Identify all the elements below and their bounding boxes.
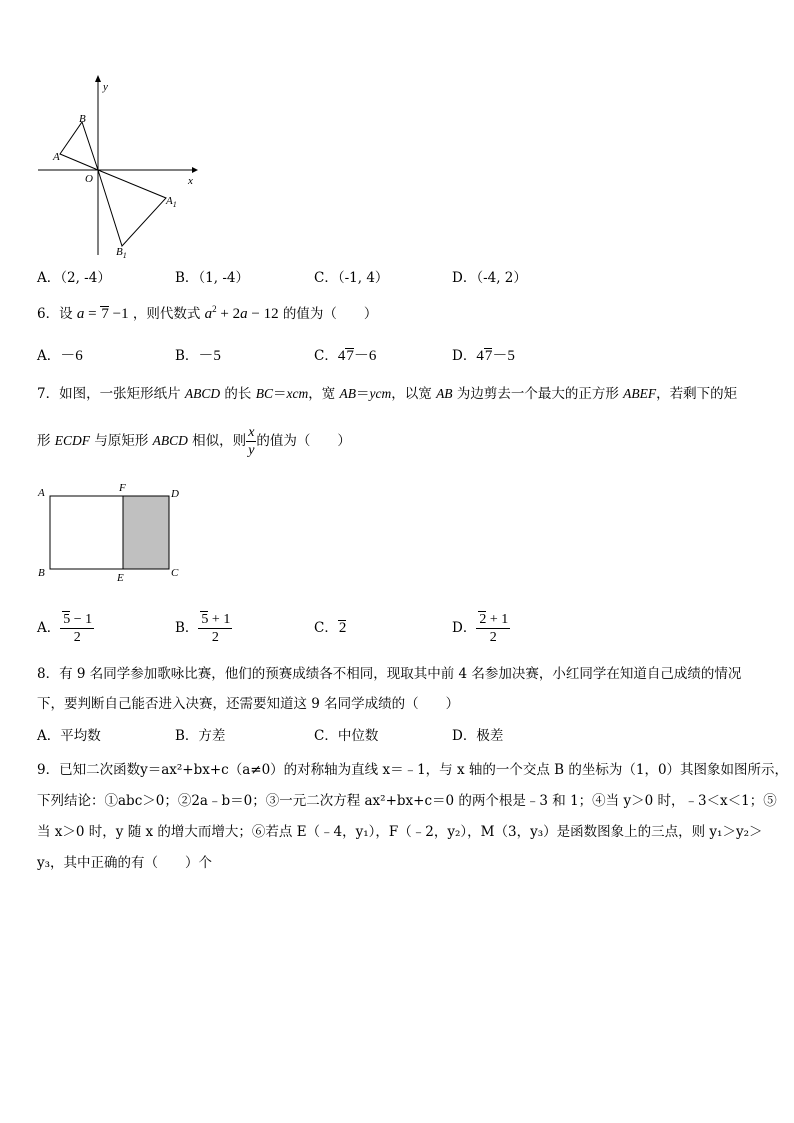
q8-stem-line1: 8．有 9 名同学参加歌咏比赛，他们的预赛成绩各不相同，现取其中前 4 名参加决赛，小红同学在知道自己成绩的情况	[37, 666, 742, 682]
shaded-rect-ECDF	[123, 496, 169, 569]
q5-option-a: A．（2, -4）	[37, 270, 111, 286]
q9-stem-line2: 下列结论：①abc＞0；②2a﹣b＝0；③一元二次方程 ax²+bx+c＝0 的两个根是﹣3 和 1；④当 y＞0 时，﹣3＜x＜1；⑤	[37, 793, 777, 809]
q8-stem-line2: 下，要判断自己能否进入决赛，还需要知道这 9 名同学成绩的（ ）	[37, 696, 460, 712]
triangle-OA1B1	[98, 170, 166, 246]
q7-option-a: A． $\frac{5 - 1}{2}$	[37, 612, 93, 645]
q7-stem-line1: 7．如图，一张矩形纸片 ABCD 的长 BC＝xcm，宽 AB＝ycm，以宽 AB 为边剪去一个最大的正方形 ABEF，若剩下的矩	[37, 386, 738, 402]
label-y: y	[103, 81, 108, 93]
triangle-OAB	[60, 122, 98, 170]
label-B1: $B_1$	[116, 246, 127, 260]
q6-option-b: B．－5	[175, 348, 221, 364]
q8-option-c: C．中位数	[314, 728, 379, 744]
label-x: x	[188, 175, 193, 187]
q7-stem-line2: 形 ECDF 与原矩形 ABCD 相似，则 $\frac{x}{y}$ 的值为（ ）	[37, 425, 351, 458]
q6-expr-poly: $a^2 + 2a - 12$	[204, 304, 279, 322]
label-C: C	[171, 567, 179, 579]
q8-option-b: B．方差	[175, 728, 226, 744]
label-D: D	[171, 488, 179, 500]
q6-expr-a: a = 7 −1	[76, 306, 129, 322]
x-axis-arrow	[192, 167, 198, 173]
q7-figure	[34, 480, 194, 585]
q5-option-c: C．（-1, 4）	[314, 270, 389, 286]
q6-stem: 6．设 a = 7 −1 ，则代数式 $a^2 + 2a - 12$ 的值为（ ）	[37, 304, 378, 322]
q7-option-b: B． $\frac{5 + 1}{2}$	[175, 612, 231, 645]
q7-option-d: D． $\frac{2 + 1}{2}$	[452, 612, 509, 645]
q7-option-c: C．2	[314, 620, 347, 636]
label-B: B	[79, 113, 86, 125]
label-F: F	[119, 482, 126, 494]
label-A1: $A_1$	[166, 195, 177, 209]
label-A: A	[53, 151, 60, 163]
q6-option-a: A．－6	[37, 348, 83, 364]
q9-stem-line3: 当 x＞0 时，y 随 x 的增大而增大；⑥若点 E（﹣4，y₁），F（﹣2，y₂），M（3，y₃）是函数图象上的三点，则 y₁＞y₂＞	[37, 824, 763, 840]
label-O: O	[85, 173, 93, 185]
q9-stem-line4: y₃，其中正确的有（ ）个	[37, 855, 213, 871]
label-E: E	[117, 572, 124, 584]
q9-stem-line1: 9．已知二次函数y＝ax²+bx+c（a≠0）的对称轴为直线 x＝﹣1，与 x 轴的一个交点 B 的坐标为（1，0）其图象如图所示，	[37, 762, 789, 778]
q5-figure	[30, 70, 210, 265]
label-A: A	[38, 487, 45, 499]
q8-option-a: A．平均数	[37, 728, 101, 744]
q5-option-b: B．（1, -4）	[175, 270, 249, 286]
q6-option-d: D．47－5	[452, 348, 515, 364]
q8-option-d: D．极差	[452, 728, 504, 744]
q6-option-c: C．47－6	[314, 348, 377, 364]
label-B: B	[38, 567, 45, 579]
q5-option-d: D．（-4, 2）	[452, 270, 527, 286]
q7-fraction-x-over-y: $\frac{x}{y}$	[248, 425, 255, 458]
y-axis-arrow	[95, 75, 101, 82]
